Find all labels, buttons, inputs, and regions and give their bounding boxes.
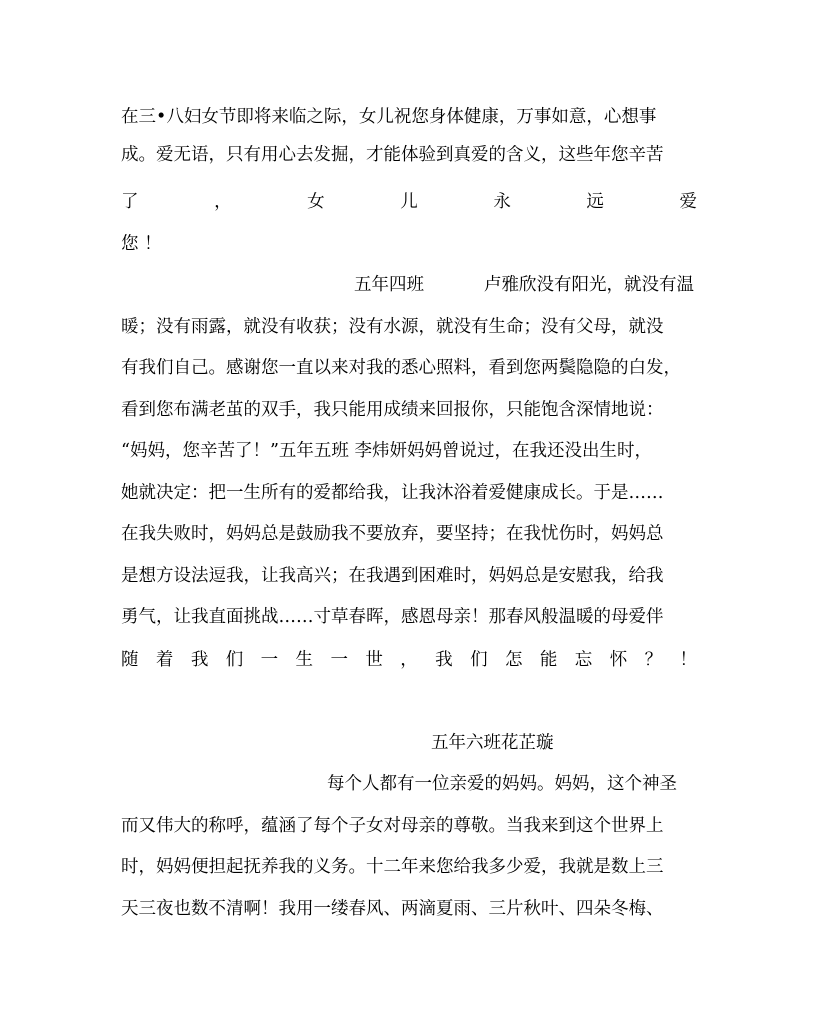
text-line-16: 而又伟大的称呼，蕴涵了每个子女对母亲的尊敬。当我来到这个世界上	[121, 816, 664, 836]
text-char: 一	[330, 650, 348, 670]
class-label-5-4: 五年四班	[354, 275, 424, 295]
text-line-5: 卢雅欣没有阳光，就没有温	[484, 275, 694, 295]
text-char: 着	[155, 650, 174, 670]
text-line-17: 时，妈妈便担起抚养我的义务。十二年来您给我多少爱，我就是数上三	[121, 857, 664, 877]
text-char: ！	[679, 650, 697, 670]
text-line-7: 有我们自己。感谢您一直以来对我的悉心照料，看到您两鬓隐隐的白发，	[121, 358, 681, 378]
text-char: 怀	[609, 650, 628, 670]
text-line-10: 她就决定：把一生所有的爱都给我，让我沐浴着爱健康成长。于是……	[121, 483, 664, 503]
text-char: 爱	[679, 192, 697, 212]
text-char: ，	[400, 650, 418, 670]
text-char: 我	[435, 650, 453, 670]
text-line-11: 在我失败时，妈妈总是鼓励我不要放弃，要坚持；在我忧伤时，妈妈总	[121, 524, 664, 544]
text-char: 怎	[504, 650, 523, 670]
text-char: 能	[539, 650, 558, 670]
text-line-2: 成。爱无语，只有用心去发掘，才能体验到真爱的含义，这些年您辛苦	[121, 145, 664, 165]
text-line-12: 是想方设法逗我，让我高兴；在我遇到困难时，妈妈总是安慰我，给我	[121, 566, 664, 586]
text-char: 世	[365, 650, 383, 670]
text-char: 一	[260, 650, 279, 670]
text-char: 儿	[400, 192, 418, 212]
text-line-6: 暖；没有雨露，就没有收获；没有水源，就没有生命；没有父母，就没	[121, 317, 664, 337]
text-char: 了	[121, 192, 139, 212]
text-line-14-justified	[121, 648, 697, 672]
text-line-15: 每个人都有一位亲爱的妈妈。妈妈，这个神圣	[327, 774, 677, 794]
class-label-5-6: 五年六班花芷璇	[431, 733, 554, 753]
text-line-4: 您 ！	[121, 234, 162, 254]
text-line-8: 看到您布满老茧的双手，我只能用成绩来回报你，只能饱含深情地说：	[121, 400, 664, 420]
text-char: 永	[493, 192, 511, 212]
text-line-3-justified	[121, 190, 697, 214]
text-line-13: 勇气，让我直面挑战……寸草春晖，感恩母亲！那春风般温暖的母爱伴	[121, 607, 664, 627]
text-char: 女	[307, 192, 325, 212]
text-char: ，	[214, 192, 232, 212]
text-char: 忘	[574, 650, 593, 670]
text-line-1: 在三•八妇女节即将来临之际，女儿祝您身体健康，万事如意，心想事	[121, 107, 657, 127]
text-char: 们	[470, 650, 488, 670]
text-line-18: 天三夜也数不清啊！我用一缕春风、两滴夏雨、三片秋叶、四朵冬梅、	[121, 899, 664, 919]
text-char: 随	[121, 650, 139, 670]
text-line-9: “妈妈，您辛苦了！”五年五班 李炜妍妈妈曾说过，在我还没出生时，	[121, 441, 652, 461]
text-char: 远	[586, 192, 604, 212]
text-char: ？	[644, 650, 663, 670]
text-char: 生	[295, 650, 314, 670]
text-char: 我	[190, 650, 209, 670]
text-char: 们	[225, 650, 244, 670]
